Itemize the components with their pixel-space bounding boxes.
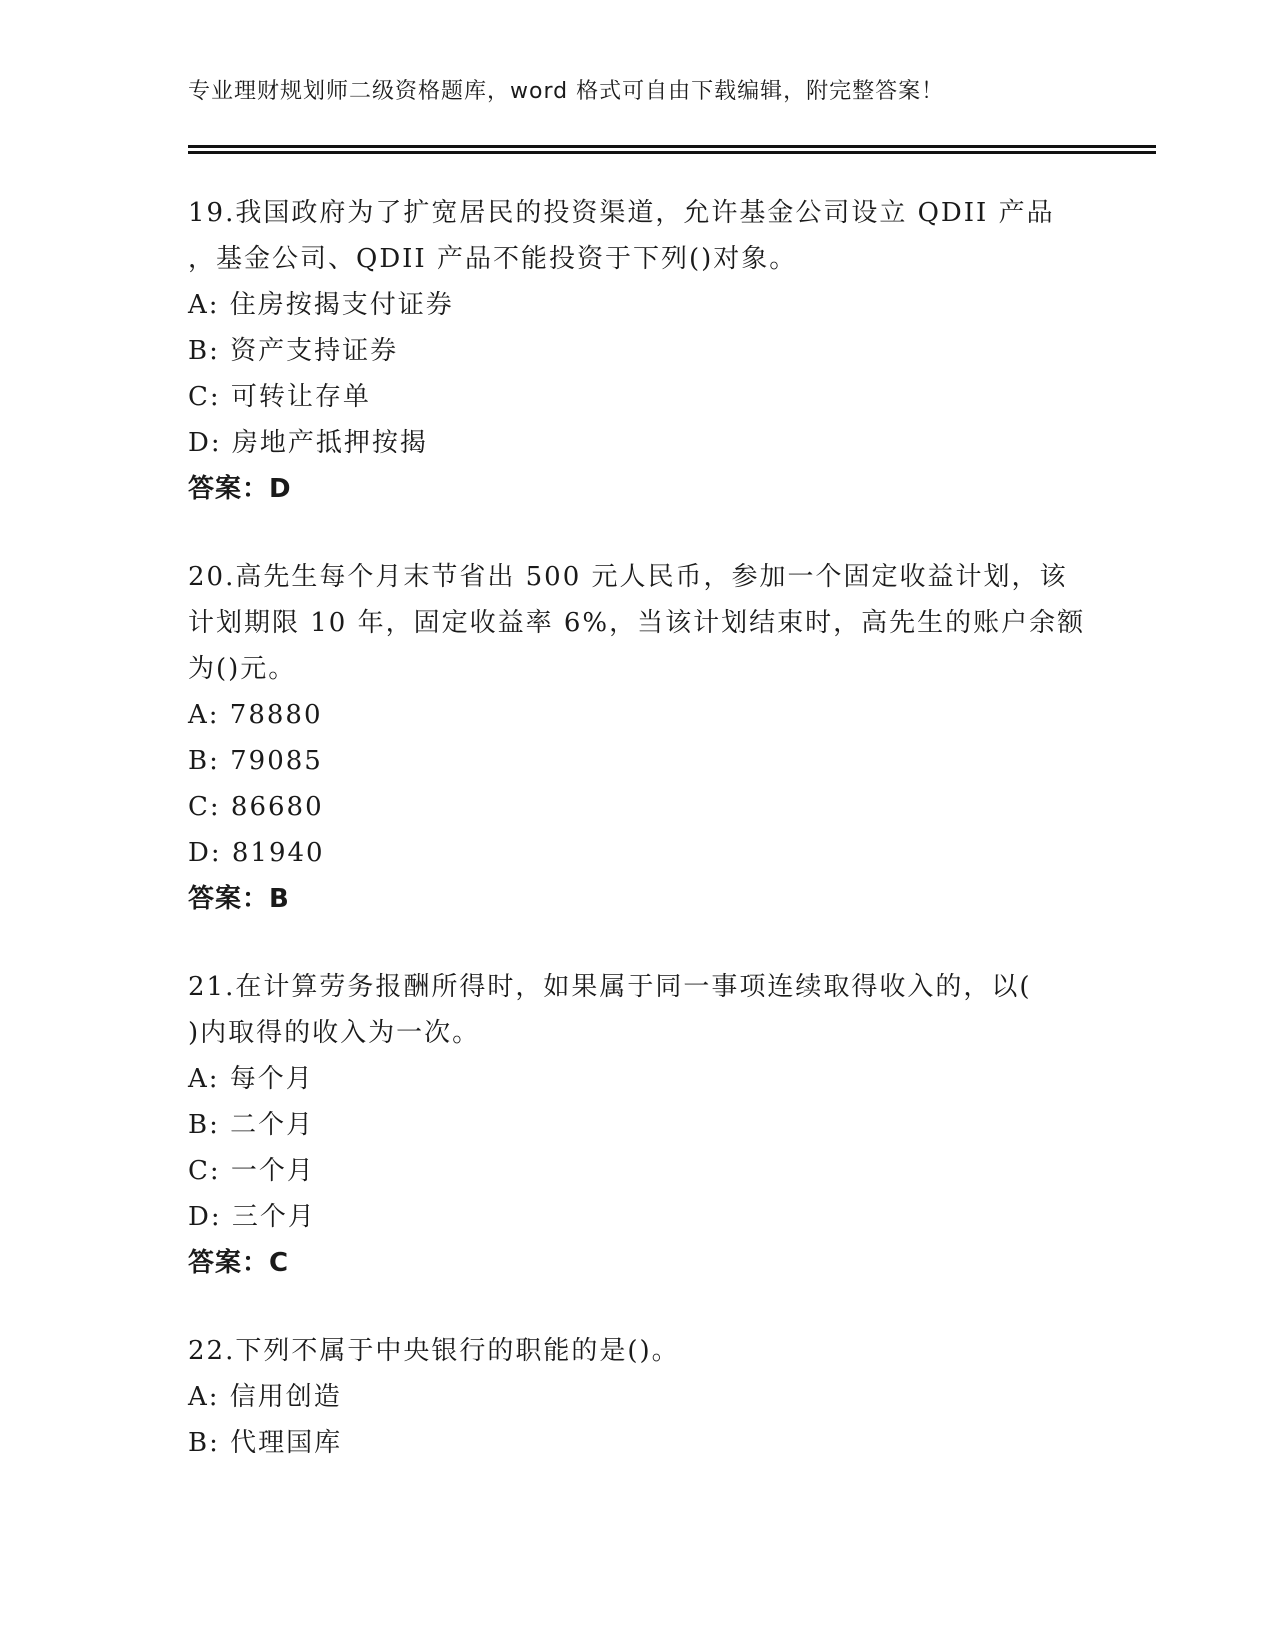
option-c: C: 可转让存单 xyxy=(188,382,371,412)
question-stem: 20.高先生每个月末节省出 500 元人民币，参加一个固定收益计划，该 xyxy=(188,562,1068,592)
question-19 xyxy=(188,190,1138,512)
answer xyxy=(188,876,1138,922)
header-rule-bottom xyxy=(188,151,1156,154)
option-d: D: 三个月 xyxy=(188,1202,316,1232)
question-21 xyxy=(188,964,1138,1286)
question-stem: ，基金公司、QDII 产品不能投资于下列()对象。 xyxy=(188,244,798,274)
answer-label: 答案： xyxy=(188,1248,270,1278)
answer xyxy=(188,1240,1138,1286)
header-rule-top xyxy=(188,145,1156,148)
answer-value: B xyxy=(269,884,290,914)
question-stem: 22.下列不属于中央银行的职能的是()。 xyxy=(188,1336,680,1366)
option-b: B: 79085 xyxy=(188,746,323,776)
option-d: D: 房地产抵押按揭 xyxy=(188,428,428,458)
option-c: C: 86680 xyxy=(188,792,324,822)
answer-label: 答案： xyxy=(188,474,270,504)
option-d: D: 81940 xyxy=(188,838,325,868)
option-b: B: 资产支持证券 xyxy=(188,336,399,366)
answer-value: D xyxy=(269,474,292,504)
option-a: A: 信用创造 xyxy=(188,1382,342,1412)
option-a: A: 78880 xyxy=(188,700,323,730)
option-a: A: 每个月 xyxy=(188,1064,314,1094)
page-header: 专业理财规划师二级资格题库，word 格式可自由下载编辑，附完整答案！ xyxy=(188,79,945,104)
question-20 xyxy=(188,554,1138,922)
answer xyxy=(188,466,1138,512)
question-stem: 计划期限 10 年，固定收益率 6%，当该计划结束时，高先生的账户余额 xyxy=(188,608,1086,638)
answer-label: 答案： xyxy=(188,884,270,914)
option-b: B: 代理国库 xyxy=(188,1428,343,1458)
question-stem: 为()元。 xyxy=(188,654,297,684)
answer-value: C xyxy=(269,1248,290,1278)
option-a: A: 住房按揭支付证券 xyxy=(188,290,454,320)
question-stem: 21.在计算劳务报酬所得时，如果属于同一事项连续取得收入的，以( xyxy=(188,972,1032,1002)
option-c: C: 一个月 xyxy=(188,1156,315,1186)
question-stem: )内取得的收入为一次。 xyxy=(188,1018,481,1048)
option-b: B: 二个月 xyxy=(188,1110,315,1140)
question-list xyxy=(188,190,1138,1508)
question-stem: 19.我国政府为了扩宽居民的投资渠道，允许基金公司设立 QDII 产品 xyxy=(188,198,1055,228)
question-22 xyxy=(188,1328,1138,1466)
